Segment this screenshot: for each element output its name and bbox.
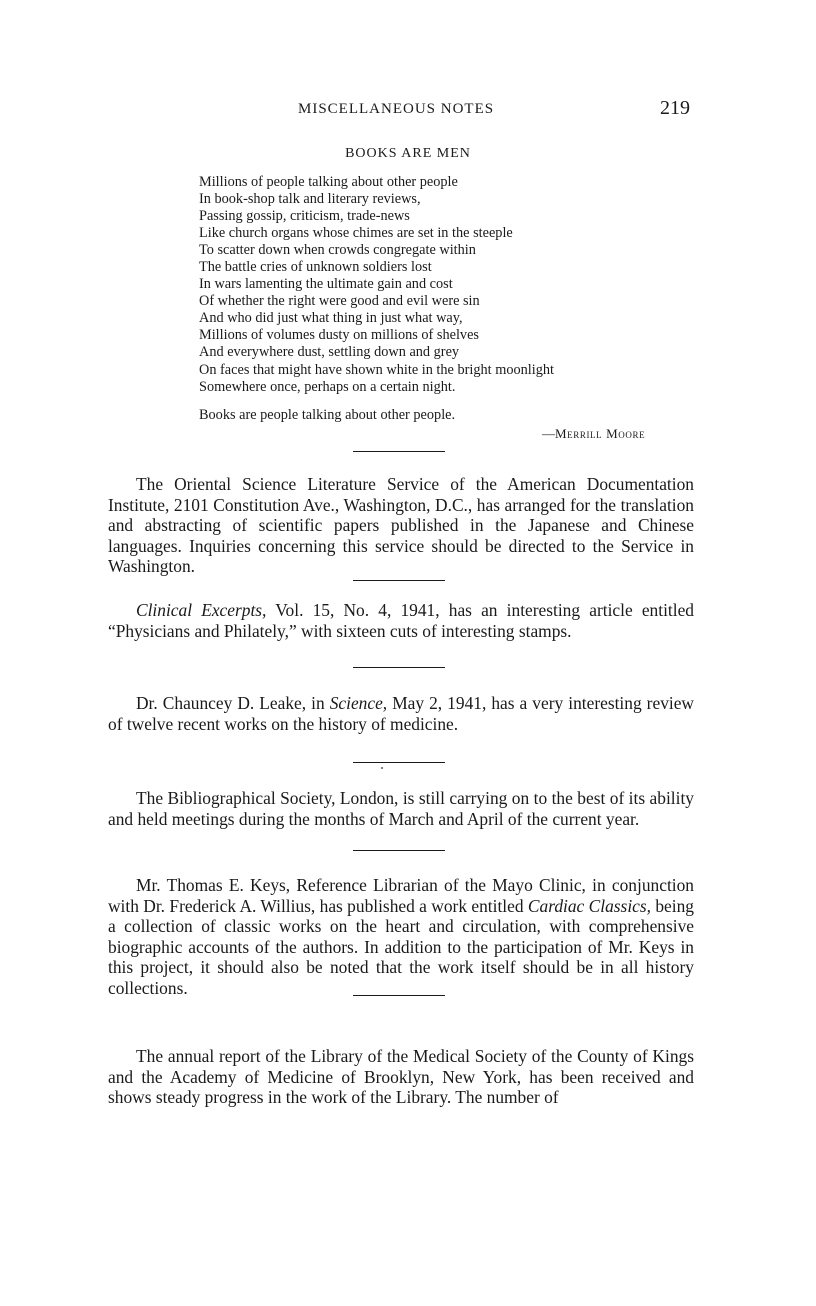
section-divider bbox=[353, 762, 445, 763]
note-text bbox=[108, 875, 694, 999]
poem-line: Millions of volumes dusty on millions of shelves bbox=[199, 327, 479, 344]
poem-line: Somewhere once, perhaps on a certain night. bbox=[199, 378, 456, 395]
poem-line: In book-shop talk and literary reviews, bbox=[199, 191, 421, 208]
poem-title: BOOKS ARE MEN bbox=[345, 146, 471, 161]
poem-body bbox=[199, 174, 554, 396]
poem-line: Millions of people talking about other people bbox=[199, 174, 458, 190]
journal-title: Science, bbox=[329, 693, 388, 713]
note-text bbox=[108, 600, 694, 641]
note-leake bbox=[108, 693, 694, 734]
note-clinical-excerpts bbox=[108, 600, 694, 641]
poem-line: And everywhere dust, settling down and grey bbox=[199, 344, 460, 361]
poem-closing-line: Books are people talking about other people. bbox=[199, 407, 456, 423]
author-dash: — bbox=[542, 426, 555, 441]
page-number: 219 bbox=[660, 97, 690, 119]
section-divider bbox=[353, 580, 445, 581]
note-bibliographical-society bbox=[108, 788, 694, 829]
section-divider bbox=[353, 451, 445, 452]
journal-title: Clinical Excerpts, bbox=[136, 600, 267, 620]
note-text-before: Dr. Chauncey D. Leake, in bbox=[136, 693, 330, 713]
section-divider bbox=[353, 995, 445, 996]
note-text: The Oriental Science Literature Service of the American Documentation Institute, 2101 Constitution Ave., Washington, D.C., has arranged for the translation and abstracting of scientific papers published in the Japanese and Chinese languages. Inquiries concerning this service should be directed to the Service in Washington. bbox=[108, 474, 694, 577]
note-text bbox=[108, 693, 694, 734]
poem-line: And who did just what thing in just what way, bbox=[199, 310, 463, 327]
section-divider bbox=[353, 850, 445, 851]
note-text-before: Mr. Thomas E. Keys, Reference Librarian of the Mayo Clinic, in conjunction with Dr. Frederick A. Willius, has published a work entitled bbox=[108, 875, 694, 916]
poem-line: Of whether the right were good and evil were sin bbox=[199, 293, 480, 310]
note-oriental-science bbox=[108, 474, 694, 577]
note-text: The Bibliographical Society, London, is still carrying on to the best of its ability and held meetings during the months of March and April of the current year. bbox=[108, 788, 694, 829]
note-text-body: Vol. 15, No. 4, 1941, has an interesting article entitled “Physicians and Philately,” with sixteen cuts of interesting stamps. bbox=[108, 600, 694, 641]
book-title: Cardiac Classics, bbox=[527, 895, 651, 916]
author-name: Merrill Moore bbox=[555, 426, 646, 441]
note-text-after: May 2, 1941, has a very interesting review of twelve recent works on the history of medicine. bbox=[108, 693, 694, 734]
poem-line: To scatter down when crowds congregate within bbox=[199, 242, 476, 259]
note-text: The annual report of the Library of the Medical Society of the County of Kings and the Academy of Medicine of Brooklyn, New York, has been received and shows steady progress in the work of the Library. The number of bbox=[108, 1046, 694, 1108]
note-text-after: being a collection of classic works on the heart and circulation, with comprehensive biographic accounts of the authors. In addition to the participation of Mr. Keys in this project, it should also be noted that the work itself should be in all history collections. bbox=[108, 895, 694, 998]
note-kings-library bbox=[108, 1046, 694, 1108]
section-divider bbox=[353, 667, 445, 668]
note-keys bbox=[108, 875, 694, 999]
poem-line: In wars lamenting the ultimate gain and cost bbox=[199, 276, 453, 293]
poem-line: On faces that might have shown white in the bright moonlight bbox=[199, 361, 554, 378]
poem-line: Like church organs whose chimes are set in the steeple bbox=[199, 225, 513, 242]
poem-author bbox=[542, 426, 645, 442]
running-header: MISCELLANEOUS NOTES bbox=[298, 101, 495, 117]
printing-speck bbox=[381, 767, 383, 769]
poem-line: The battle cries of unknown soldiers lost bbox=[199, 259, 432, 276]
poem-line: Passing gossip, criticism, trade-news bbox=[199, 208, 410, 225]
